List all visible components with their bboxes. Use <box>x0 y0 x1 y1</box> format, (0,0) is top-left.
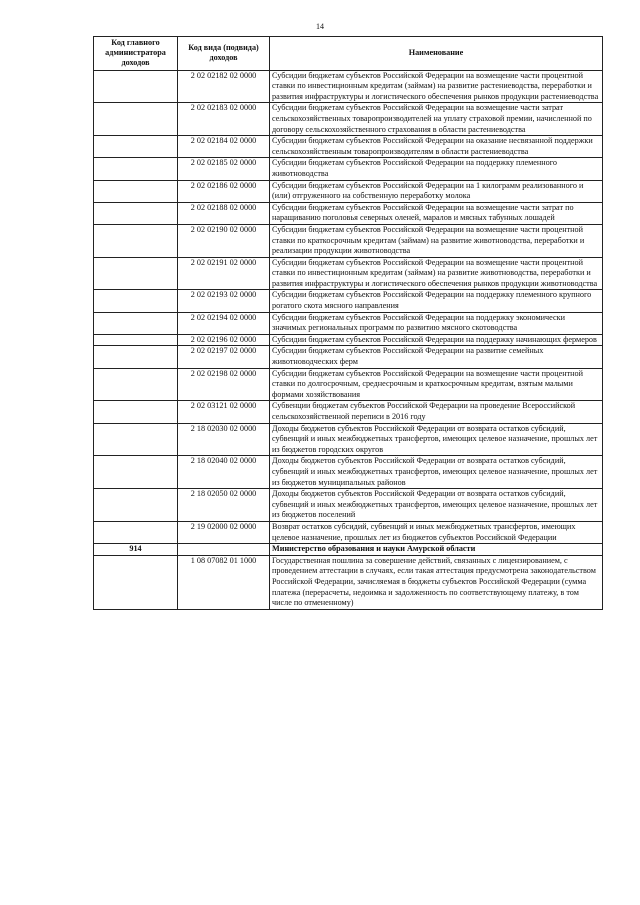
revenue-code-cell: 2 02 02188 02 0000 <box>178 202 270 224</box>
header-name: Наименование <box>270 37 603 71</box>
revenue-code-cell: 2 02 02184 02 0000 <box>178 136 270 158</box>
revenue-code-cell: 2 02 02198 02 0000 <box>178 368 270 401</box>
revenue-name-cell: Субсидии бюджетам субъектов Российской Федерации на поддержку начинающих фермеров <box>270 334 603 346</box>
revenue-name-cell: Субсидии бюджетам субъектов Российской Федерации на возмещение части затрат по наращиванию поголовья северных оленей, маралов и мясных табунных лошадей <box>270 202 603 224</box>
header-row <box>94 37 603 71</box>
table-row <box>94 103 603 136</box>
admin-code-cell <box>94 401 178 423</box>
revenue-name-cell: Субсидии бюджетам субъектов Российской Федерации на возмещение части процентной ставки по долгосрочным, среднесрочным и краткосрочным кредитам, взятым малыми формами хозяйствования <box>270 368 603 401</box>
revenue-name-cell: Возврат остатков субсидий, субвенций и иных межбюджетных трансфертов, имеющих целевое назначение, прошлых лет из бюджетов субъектов Российской Федерации <box>270 521 603 543</box>
revenue-name-cell: Государственная пошлина за совершение действий, связанных с лицензированием, с проведением аттестации в случаях, если такая аттестация предусмотрена законодательством Российской Федерации, зачисляемая в бюджеты субъектов Российской Федерации (сумма платежа (перерасчеты, недоимка и задолженность по соответствующему платежу, в том числе по отмененному) <box>270 555 603 609</box>
table-row <box>94 489 603 522</box>
admin-code-cell <box>94 180 178 202</box>
revenue-name-cell: Субсидии бюджетам субъектов Российской Федерации на поддержку экономически значимых региональных программ по развитию мясного скотоводства <box>270 312 603 334</box>
admin-code-cell <box>94 346 178 368</box>
revenue-name-cell: Доходы бюджетов субъектов Российской Федерации от возврата остатков субсидий, субвенций и иных межбюджетных трансфертов, имеющих целевое назначение, прошлых лет из бюджетов поселений <box>270 489 603 522</box>
revenue-name-cell: Субсидии бюджетам субъектов Российской Федерации на оказание несвязанной поддержки сельскохозяйственным товаропроизводителям в области растениеводства <box>270 136 603 158</box>
table-row <box>94 423 603 456</box>
admin-code-cell <box>94 224 178 257</box>
table-row <box>94 334 603 346</box>
revenue-code-cell: 2 02 02194 02 0000 <box>178 312 270 334</box>
admin-code-cell <box>94 456 178 489</box>
table-row <box>94 290 603 312</box>
table-row <box>94 456 603 489</box>
revenue-code-cell <box>178 544 270 556</box>
revenue-name-cell: Субсидии бюджетам субъектов Российской Федерации на возмещение части затрат сельскохозяйственных товаропроизводителей на уплату страховой премии, начисленной по договору сельскохозяйственного страхования в области растениеводства <box>270 103 603 136</box>
table-row <box>94 202 603 224</box>
revenue-code-cell: 2 02 02196 02 0000 <box>178 334 270 346</box>
revenue-name-cell: Субсидии бюджетам субъектов Российской Федерации на поддержку племенного крупного рогатого скота мясного направления <box>270 290 603 312</box>
header-admin-code: Код главного администратора доходов <box>94 37 178 71</box>
table-header <box>94 37 603 71</box>
revenue-code-cell: 2 18 02030 02 0000 <box>178 423 270 456</box>
admin-code-cell <box>94 423 178 456</box>
table-row <box>94 368 603 401</box>
revenue-name-cell: Субвенции бюджетам субъектов Российской Федерации на проведение Всероссийской сельскохозяйственной переписи в 2016 году <box>270 401 603 423</box>
admin-code-cell <box>94 368 178 401</box>
admin-code-cell <box>94 312 178 334</box>
page-number: 14 <box>316 22 324 31</box>
table-row <box>94 401 603 423</box>
revenue-name-cell: Субсидии бюджетам субъектов Российской Федерации на развитие семейных животноводческих ферм <box>270 346 603 368</box>
admin-code-cell <box>94 136 178 158</box>
revenue-name-cell: Доходы бюджетов субъектов Российской Федерации от возврата остатков субсидий, субвенций и иных межбюджетных трансфертов, имеющих целевое назначение, прошлых лет из бюджетов городских округов <box>270 423 603 456</box>
admin-code-cell <box>94 555 178 609</box>
revenue-name-cell: Субсидии бюджетам субъектов Российской Федерации на 1 килограмм реализованного и (или) отгруженного на собственную переработку молока <box>270 180 603 202</box>
admin-code-cell <box>94 158 178 180</box>
group-row <box>94 544 603 556</box>
revenue-code-cell: 2 02 02182 02 0000 <box>178 70 270 103</box>
revenue-name-cell: Субсидии бюджетам субъектов Российской Федерации на возмещение части процентной ставки по инвестиционным кредитам (займам) на развитие растениеводства, переработки и развития инфраструктуры и логистического обеспечения рынков продукции растениеводства <box>270 70 603 103</box>
table-row <box>94 224 603 257</box>
revenue-code-cell: 2 02 02191 02 0000 <box>178 257 270 290</box>
table-row <box>94 257 603 290</box>
admin-code-cell <box>94 489 178 522</box>
revenue-code-cell: 2 18 02050 02 0000 <box>178 489 270 522</box>
admin-code-cell <box>94 521 178 543</box>
revenue-code-cell: 1 08 07082 01 1000 <box>178 555 270 609</box>
admin-code-cell <box>94 103 178 136</box>
revenue-codes-table <box>93 36 603 610</box>
revenue-code-cell: 2 02 02197 02 0000 <box>178 346 270 368</box>
table-body <box>94 70 603 609</box>
table-row <box>94 346 603 368</box>
admin-code-cell <box>94 70 178 103</box>
admin-code-cell <box>94 290 178 312</box>
revenue-code-cell: 2 02 02183 02 0000 <box>178 103 270 136</box>
revenue-code-cell: 2 02 02186 02 0000 <box>178 180 270 202</box>
admin-code-cell <box>94 334 178 346</box>
table-row <box>94 180 603 202</box>
table-row <box>94 158 603 180</box>
admin-code-cell <box>94 257 178 290</box>
revenue-code-cell: 2 02 02185 02 0000 <box>178 158 270 180</box>
revenue-code-cell: 2 02 03121 02 0000 <box>178 401 270 423</box>
revenue-name-cell: Субсидии бюджетам субъектов Российской Федерации на возмещение части процентной ставки по инвестиционным кредитам (займам) на развитие животноводства, переработки и развития инфраструктуры и логистического обеспечения рынков продукции животноводства <box>270 257 603 290</box>
revenue-name-cell: Субсидии бюджетам субъектов Российской Федерации на возмещение части процентной ставки по краткосрочным кредитам (займам) на развитие животноводства, переработки и реализации продукции животноводства <box>270 224 603 257</box>
table-row <box>94 312 603 334</box>
revenue-name-cell: Доходы бюджетов субъектов Российской Федерации от возврата остатков субсидий, субвенций и иных межбюджетных трансфертов, имеющих целевое назначение, прошлых лет из бюджетов муниципальных районов <box>270 456 603 489</box>
revenue-code-cell: 2 02 02193 02 0000 <box>178 290 270 312</box>
admin-code-cell <box>94 202 178 224</box>
revenue-code-cell: 2 18 02040 02 0000 <box>178 456 270 489</box>
revenue-code-cell: 2 19 02000 02 0000 <box>178 521 270 543</box>
revenue-name-cell: Министерство образования и науки Амурской области <box>270 544 603 556</box>
table-row <box>94 70 603 103</box>
revenue-name-cell: Субсидии бюджетам субъектов Российской Федерации на поддержку племенного животноводства <box>270 158 603 180</box>
revenue-code-cell: 2 02 02190 02 0000 <box>178 224 270 257</box>
admin-code-cell: 914 <box>94 544 178 556</box>
table-row <box>94 136 603 158</box>
header-revenue-code: Код вида (подвида) доходов <box>178 37 270 71</box>
table-row <box>94 555 603 609</box>
table-row <box>94 521 603 543</box>
